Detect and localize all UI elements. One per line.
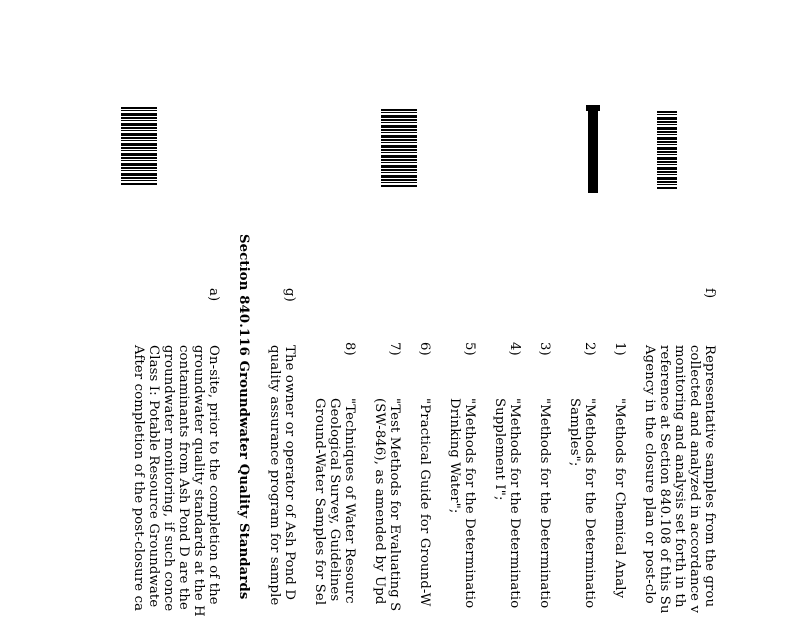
ref-5-line-2: Drinking Water"; (447, 398, 462, 514)
ref-5-num: 5) (462, 342, 477, 356)
ref-8-num: 8) (342, 342, 357, 356)
ref-6-num: 6) (417, 342, 432, 356)
item-a-line-2: groundwater quality standards at the H (191, 345, 206, 617)
ref-3-line-1: "Methods for the Determinatio (537, 398, 552, 609)
ref-2-line-2: Samples"; (567, 398, 582, 467)
ref-3-num: 3) (537, 342, 552, 356)
ref-8-line-1: "Techniques of Water Resourc (342, 398, 357, 604)
ref-6-line-1: "Practical Guide for Ground-W (417, 398, 432, 607)
item-f-line-5: Agency in the closure plan or post-clo (642, 345, 657, 604)
ref-4-num: 4) (507, 342, 522, 356)
item-a-line-1: On-site, prior to the completion of the (206, 345, 221, 605)
item-f-line-1: Representative samples from the grou (702, 345, 717, 608)
ref-2-num: 2) (582, 342, 597, 356)
ref-7-line-1: "Test Methods for Evaluating S (387, 398, 402, 612)
item-g-label: g) (282, 288, 297, 302)
item-a-line-4: groundwater monitoring, if such conce (161, 345, 176, 612)
item-g-line-2: quality assurance program for sample (267, 345, 282, 606)
ref-8-line-2: Geological Survey, Guidelines (327, 398, 342, 602)
ref-1-num: 1) (612, 342, 627, 356)
section-heading: Section 840.116 Groundwater Quality Standards (236, 234, 251, 600)
ref-5-line-1: "Methods for the Determinatio (462, 398, 477, 609)
ref-4-line-2: Supplement I"; (492, 398, 507, 501)
item-f-line-3: monitoring and analysis set forth in th (672, 345, 687, 608)
ref-4-line-1: "Methods for the Determinatio (507, 398, 522, 609)
item-a-line-5: Class I: Potable Resource Groundwate (146, 345, 161, 608)
ref-7-num: 7) (387, 342, 402, 356)
ref-2-line-1: "Methods for the Determinatio (582, 398, 597, 609)
item-f-line-4: reference at Section 840.108 of this Su (657, 345, 672, 614)
item-a-line-3: contaminants from Ash Pond D are the (176, 345, 191, 610)
barcode-left (121, 107, 157, 185)
item-f-line-2: collected and analyzed in accordance v (687, 345, 702, 614)
rotated-page (131, 0, 717, 618)
item-a-line-6: After completion of the post-closure ca (131, 345, 146, 612)
ref-1-line-1: "Methods for Chemical Analy (612, 398, 627, 599)
item-f-label: f) (702, 288, 717, 299)
ref-8-line-3: Ground-Water Samples for Sel (312, 398, 327, 606)
ref-7-line-2: (SW-846), as amended by Upd (372, 398, 387, 605)
item-g-line-1: The owner or operator of Ash Pond D (282, 345, 297, 601)
item-a-label: a) (206, 288, 221, 302)
